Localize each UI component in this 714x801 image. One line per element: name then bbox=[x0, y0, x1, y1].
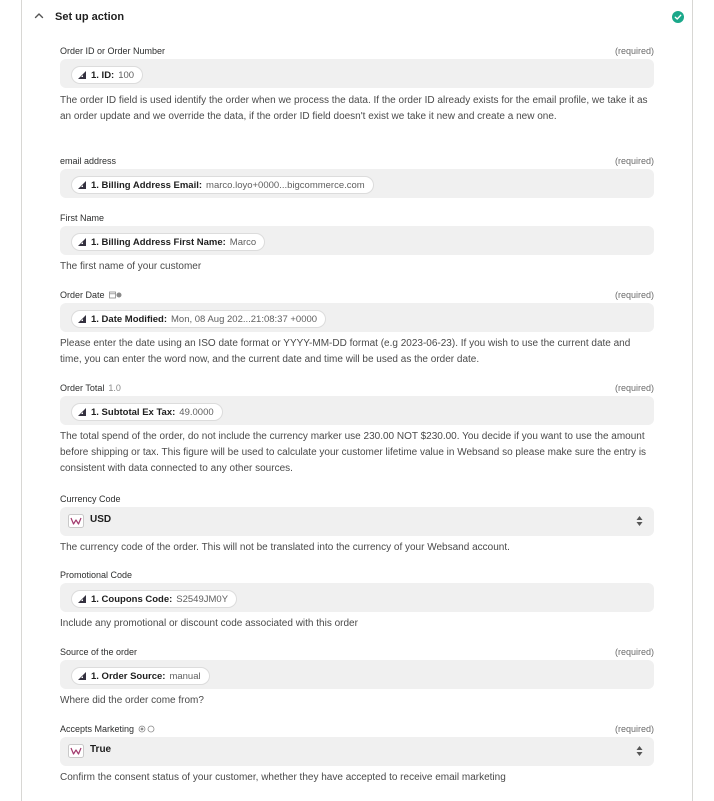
field-label: Order Total 1.0 bbox=[60, 383, 121, 393]
mapped-value-pill[interactable]: 1. Order Source: manual bbox=[71, 667, 210, 685]
websand-app-icon bbox=[68, 744, 84, 758]
mapped-value-pill[interactable]: 1. Coupons Code: S2549JM0Y bbox=[71, 590, 237, 608]
help-text: The first name of your customer bbox=[60, 261, 202, 272]
field-label: email address bbox=[60, 156, 117, 166]
first-name-input[interactable] bbox=[60, 226, 654, 255]
order-id-input[interactable] bbox=[60, 59, 654, 88]
help-text: The order ID field is used identify the order when we process the data. If the order ID already exists for the email profile, we take it as an order update and we override the data, if the order ID field doesn't exist we take it new and create a new one. bbox=[60, 95, 648, 122]
field-label: Source of the order bbox=[60, 647, 138, 657]
required-tag: (required) bbox=[614, 383, 654, 393]
bigcommerce-app-icon bbox=[77, 407, 87, 417]
email-input[interactable] bbox=[60, 169, 654, 198]
help-text: Where did the order come from? bbox=[60, 695, 204, 706]
help-text: The currency code of the order. This will not be translated into the currency of your Websand account. bbox=[60, 542, 510, 553]
chevron-up-icon[interactable] bbox=[34, 11, 44, 21]
bigcommerce-app-icon bbox=[77, 180, 87, 190]
radio-icon bbox=[138, 725, 156, 733]
required-tag: (required) bbox=[614, 156, 654, 166]
help-text: The total spend of the order, do not include the currency marker use 230.00 NOT $230.00. You decide if you want to use the amount before shipping or tax. This figure will be used to calculate your customer lifetime value in Websand so please make sure the entry is consistent with data connected to any other sources. bbox=[60, 431, 647, 474]
mapped-value-pill[interactable]: 1. Billing Address Email: marco.loyo+0000...bigcommerce.com bbox=[71, 176, 374, 194]
order-source-input[interactable] bbox=[60, 660, 654, 689]
field-label: Order ID or Order Number bbox=[60, 46, 166, 56]
bigcommerce-app-icon bbox=[77, 314, 87, 324]
field-label: Promotional Code bbox=[60, 570, 133, 580]
websand-app-icon bbox=[68, 514, 84, 528]
step-title: Set up action bbox=[55, 11, 125, 23]
order-total-input[interactable] bbox=[60, 396, 654, 425]
bigcommerce-app-icon bbox=[77, 671, 87, 681]
action-panel bbox=[21, 0, 693, 801]
order-date-input[interactable] bbox=[60, 303, 654, 332]
check-circle-icon bbox=[672, 11, 684, 23]
select-arrows-icon bbox=[636, 515, 643, 527]
field-label: Currency Code bbox=[60, 494, 121, 504]
accepts-marketing-select[interactable] bbox=[60, 737, 654, 766]
field-label: Order Date bbox=[60, 290, 122, 300]
mapped-value-pill[interactable]: 1. Subtotal Ex Tax: 49.0000 bbox=[71, 403, 223, 421]
required-tag: (required) bbox=[614, 46, 654, 56]
step-header[interactable] bbox=[22, 0, 692, 34]
bigcommerce-app-icon bbox=[77, 594, 87, 604]
selected-value: USD bbox=[90, 514, 112, 525]
required-tag: (required) bbox=[614, 290, 654, 300]
help-text: Please enter the date using an ISO date format or YYYY-MM-DD format (e.g 2023-06-23). If you wish to use the current date and time, you can enter the word now, and the current date and time will be used as the order date. bbox=[60, 338, 631, 365]
select-arrows-icon bbox=[636, 745, 643, 757]
field-label: First Name bbox=[60, 213, 105, 223]
mapped-value-pill[interactable]: 1. ID: 100 bbox=[71, 66, 143, 84]
calendar-icon bbox=[109, 291, 122, 299]
selected-value: True bbox=[90, 744, 112, 755]
bigcommerce-app-icon bbox=[77, 70, 87, 80]
required-tag: (required) bbox=[614, 647, 654, 657]
bigcommerce-app-icon bbox=[77, 237, 87, 247]
required-tag: (required) bbox=[614, 724, 654, 734]
mapped-value-pill[interactable]: 1. Date Modified: Mon, 08 Aug 202...21:08:37 +0000 bbox=[71, 310, 326, 328]
mapped-value-pill[interactable]: 1. Billing Address First Name: Marco bbox=[71, 233, 265, 251]
help-text: Include any promotional or discount code associated with this order bbox=[60, 618, 358, 629]
help-text: Confirm the consent status of your customer, whether they have accepted to receive email marketing bbox=[60, 772, 506, 783]
currency-code-select[interactable] bbox=[60, 507, 654, 536]
field-label: Accepts Marketing bbox=[60, 724, 156, 734]
promotional-code-input[interactable] bbox=[60, 583, 654, 612]
